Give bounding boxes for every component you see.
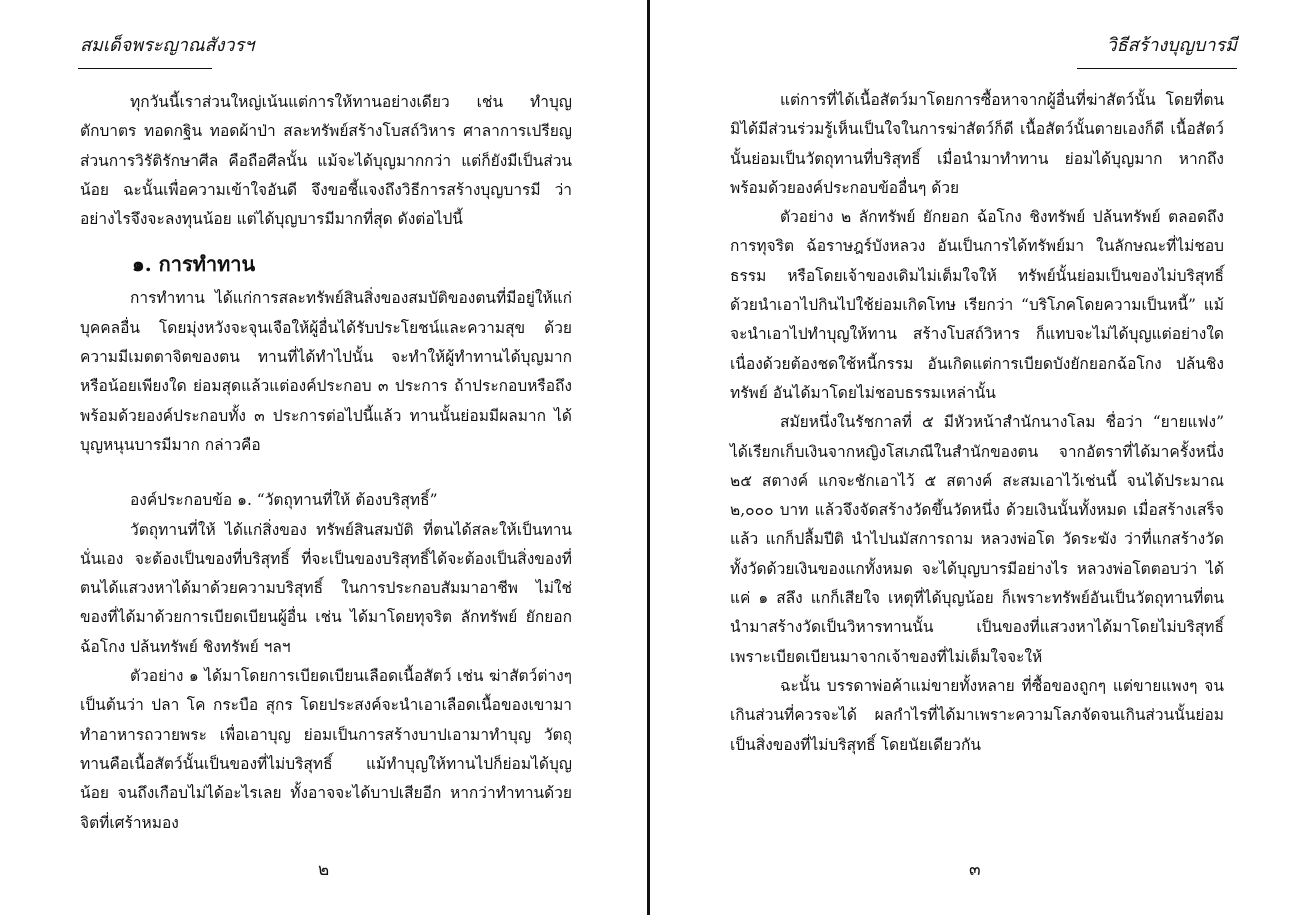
paragraph-component-1: องค์ประกอบข้อ ๑. “วัตถุทานที่ให้ ต้องบริสุทธิ์” [130, 491, 438, 510]
paragraph-intro: ทุกวันนี้เราส่วนใหญ่เน้นแต่การให้ทานอย่างเดียว เช่น ทำบุญตักบาตร ทอดกฐิน ทอดผ้าป่า สละทรัพย์สร้างโบสถ์วิหาร ศาลาการเปรียญ ส่วนการวิรัติรักษาศีล คือถือศีลนั้น แม้จะได้บุญมากกว่า แต่ก็ยังมีเป็นส่วนน้อย ฉะนั้นเพื่อความเข้าใจอันดี จึงขอชี้แจงถึงวิธีการสร้างบุญบารมี ว่าอย่างไรจึงจะลงทุนน้อย แต่ได้บุญบารมีมากที่สุด ดังต่อไปนี้ [80, 93, 572, 229]
left-body-text [80, 88, 572, 838]
right-body-text [730, 86, 1224, 760]
paragraph-giving: การทำทาน ได้แก่การสละทรัพย์สินสิ่งของสมบัติของตนที่มีอยู่ให้แก่บุคคลอื่น โดยมุ่งหวังจะจุนเจือให้ผู้อื่นได้รับประโยชน์และความสุข ด้วยความมีเมตตาจิตของตน ทานที่ได้ทำไปนั้น จะทำให้ผู้ทำทานได้บุญมากหรือน้อยเพียงใด ย่อมสุดแล้วแต่องค์ประกอบ ๓ ประการ ถ้าประกอบหรือถึงพร้อมด้วยองค์ประกอบทั้ง ๓ ประการต่อไปนี้แล้ว ทานนั้นย่อมมีผลมาก ได้บุญหนุนบารมีมาก กล่าวคือ [80, 289, 572, 454]
paragraph-example-2: ตัวอย่าง ๒ ลักทรัพย์ ยักยอก ฉ้อโกง ชิงทรัพย์ ปล้นทรัพย์ ตลอดถึงการทุจริต ฉ้อราษฎร์บังหลวง อันเป็นการได้ทรัพย์มา ในลักษณะที่ไม่ชอบธรรม หรือโดยเจ้าของเดิมไม่เต็มใจให้ ทรัพย์นั้นย่อมเป็นของไม่บริสุทธิ์ ด้วยนำเอาไปกินไปใช้ย่อมเกิดโทษ เรียกว่า “บริโภคโดยความเป็นหนี้” แม้จะนำเอาไปทำบุญให้ทาน สร้างโบสถ์วิหาร ก็แทบจะไม่ได้บุญแต่อย่างใด เนื่องด้วยต้องชดใช้หนี้กรรม อันเกิดแต่การเบียดบังยักยอกฉ้อโกง ปล้นชิงทรัพย์ อันได้มาโดยไม่ชอบธรรมเหล่านั้น [730, 208, 1224, 402]
paragraph-yai-faeng: สมัยหนึ่งในรัชกาลที่ ๕ มีหัวหน้าสำนักนางโลม ชื่อว่า “ยายแฟง” ได้เรียกเก็บเงินจากหญิงโสเภณีในสำนักของตน จากอัตราที่ได้มาครั้งหนึ่ง ๒๕ สตางค์ แกจะชักเอาไว้ ๕ สตางค์ สะสมเอาไว้เช่นนี้ จนได้ประมาณ ๒,๐๐๐ บาท แล้วจึงจัดสร้างวัดขึ้นวัดหนึ่ง ด้วยเงินนั้นทั้งหมด เมื่อสร้างเสร็จแล้ว แกก็ปลื้มปีติ นำไปนมัสการถาม หลวงพ่อโต วัดระฆัง ว่าที่แกสร้างวัดทั้งวัดด้วยเงินของแกทั้งหมด จะได้บุญบารมีอย่างไร หลวงพ่อโตตอบว่า ได้แค่ ๑ สลึง แกก็เสียใจ เหตุที่ได้บุญน้อย ก็เพราะทรัพย์อันเป็นวัตถุทานที่ตนนำมาสร้างวัดเป็นวิหารทานนั้น เป็นของที่แสวงหาได้มาโดยไม่บริสุทธิ์ เพราะเบียดเบียนมาจากเจ้าของที่ไม่เต็มใจจะให้ [730, 413, 1224, 666]
page-number-left: ๒ [318, 860, 330, 880]
left-page [0, 0, 648, 915]
paragraph-bought-meat: แต่การที่ได้เนื้อสัตว์มาโดยการซื้อหาจากผู้อื่นที่ฆ่าสัตว์นั้น โดยที่ตนมิได้มีส่วนร่วมรู้เห็นเป็นใจในการฆ่าสัตว์ก็ดี เนื้อสัตว์นั้นตายเองก็ดี เนื้อสัตว์นั้นย่อมเป็นวัตถุทานที่บริสุทธิ์ เมื่อนำมาทำทาน ย่อมได้บุญมาก หากถึงพร้อมด้วยองค์ประกอบข้ออื่นๆ ด้วย [730, 91, 1224, 197]
paragraph-merchants: ฉะนั้น บรรดาพ่อค้าแม่ขายทั้งหลาย ที่ซื้อของถูกๆ แต่ขายแพงๆ จนเกินส่วนที่ควรจะได้ ผลกำไรที่ได้มาเพราะความโลภจัดจนเกินส่วนนั้นย่อมเป็นสิ่งของที่ไม่บริสุทธิ์ โดยนัยเดียวกัน [730, 676, 1224, 754]
paragraph-gap [80, 460, 572, 486]
book-spine-divider [647, 0, 650, 915]
page-number-right: ๓ [969, 860, 981, 880]
running-head-left: สมเด็จพระญาณสังวรฯ [80, 35, 255, 56]
section-heading: ๑. การทำทาน [132, 252, 256, 277]
running-head-right: วิธีสร้างบุญบารมี [1106, 35, 1237, 56]
paragraph-pure-object: วัตถุทานที่ให้ ได้แก่สิ่งของ ทรัพย์สินสมบัติ ที่ตนได้สละให้เป็นทานนั่นเอง จะต้องเป็นของที่บริสุทธิ์ ที่จะเป็นของบริสุทธิ์ได้จะต้องเป็นสิ่งของที่ตนได้แสวงหาได้มาด้วยความบริสุทธิ์ ในการประกอบสัมมาอาชีพ ไม่ใช่ของที่ได้มาด้วยการเบียดเบียนผู้อื่น เช่น ได้มาโดยทุจริต ลักทรัพย์ ยักยอก ฉ้อโกง ปล้นทรัพย์ ชิงทรัพย์ ฯลฯ [80, 520, 572, 656]
running-head-rule-right [1077, 68, 1237, 69]
paragraph-example-1: ตัวอย่าง ๑ ได้มาโดยการเบียดเบียนเลือดเนื้อสัตว์ เช่น ฆ่าสัตว์ต่างๆ เป็นต้นว่า ปลา โค กระบือ สุกร โดยประสงค์จะนำเอาเลือดเนื้อของเขามาทำอาหารถวายพระ เพื่อเอาบุญ ย่อมเป็นการสร้างบาปเอามาทำบุญ วัตถุทานคือเนื้อสัตว์นั้นเป็นของที่ไม่บริสุทธิ์ แม้ทำบุญให้ทานไปก็ย่อมได้บุญน้อย จนถึงเกือบไม่ได้อะไรเลย ทั้งอาจจะได้บาปเสียอีก หากว่าทำทานด้วยจิตที่เศร้าหมอง [80, 667, 572, 832]
running-head-rule-left [78, 68, 212, 69]
